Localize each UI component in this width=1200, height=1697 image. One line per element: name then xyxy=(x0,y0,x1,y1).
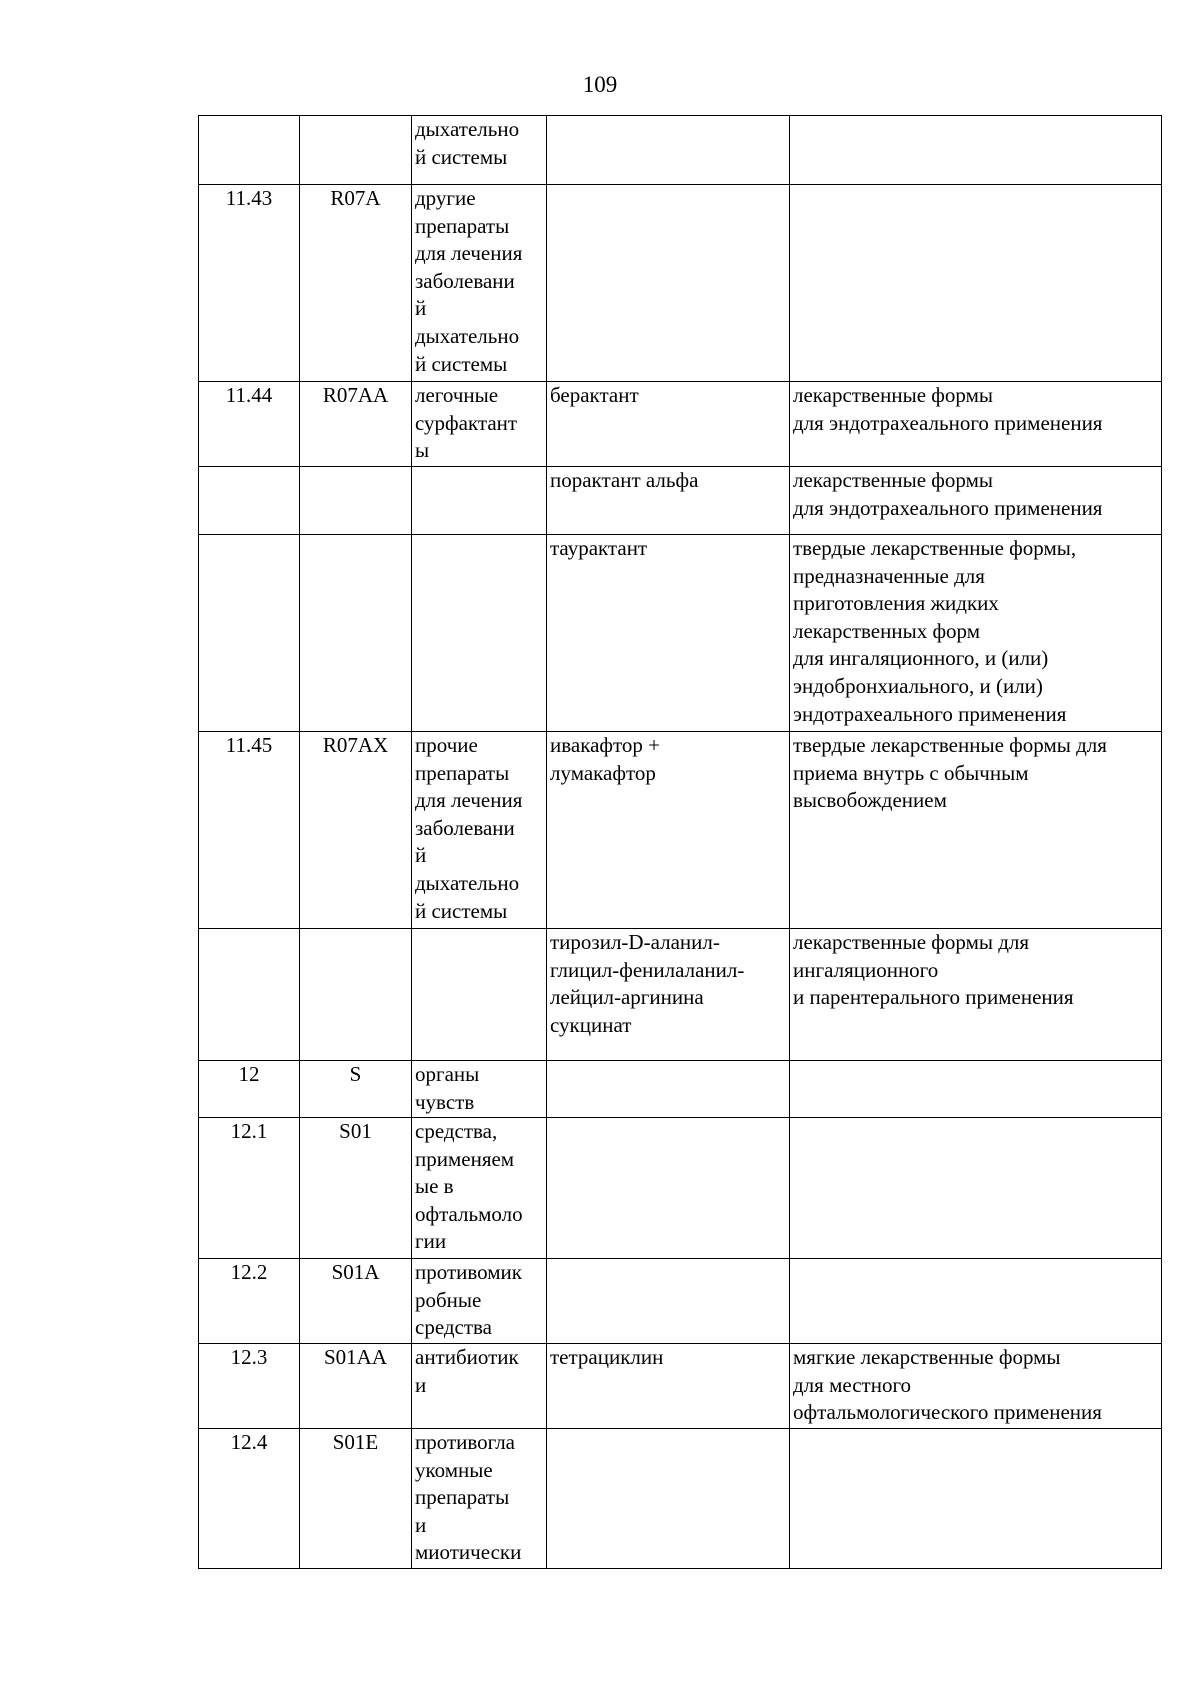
cell-drug xyxy=(547,116,790,185)
table-row xyxy=(199,1118,1162,1259)
cell-atc-code: S01E xyxy=(300,1429,412,1569)
cell-number: 11.43 xyxy=(199,185,300,382)
table-row xyxy=(199,1429,1162,1569)
cell-atc-code: R07AA xyxy=(300,382,412,467)
cell-group: органы чувств xyxy=(412,1061,547,1118)
table-row xyxy=(199,535,1162,732)
cell-dosage-form xyxy=(790,1118,1162,1259)
page-number: 109 xyxy=(582,72,618,97)
cell-drug: тирозил-D-аланил- глицил-фенилаланил- лейцил-аргинина сукцинат xyxy=(547,929,790,1061)
cell-dosage-form: мягкие лекарственные формы для местного офтальмологического применения xyxy=(790,1344,1162,1429)
cell-number: 11.44 xyxy=(199,382,300,467)
cell-drug xyxy=(547,185,790,382)
cell-dosage-form: лекарственные формы для эндотрахеального применения xyxy=(790,382,1162,467)
cell-group: противогла укомные препараты и миотически xyxy=(412,1429,547,1569)
cell-number: 12.1 xyxy=(199,1118,300,1259)
cell-dosage-form: лекарственные формы для ингаляционного и парентерального применения xyxy=(790,929,1162,1061)
cell-group: легочные сурфактант ы xyxy=(412,382,547,467)
table-row xyxy=(199,467,1162,535)
table-row xyxy=(199,382,1162,467)
table-row xyxy=(199,929,1162,1061)
cell-number: 12.3 xyxy=(199,1344,300,1429)
cell-atc-code xyxy=(300,467,412,535)
cell-group: прочие препараты для лечения заболевани й дыхательно й системы xyxy=(412,732,547,929)
medication-table xyxy=(198,115,1162,1569)
cell-atc-code: R07AX xyxy=(300,732,412,929)
cell-drug xyxy=(547,1118,790,1259)
cell-atc-code: R07A xyxy=(300,185,412,382)
table-row xyxy=(199,1344,1162,1429)
cell-dosage-form xyxy=(790,116,1162,185)
cell-drug: таурактант xyxy=(547,535,790,732)
cell-number xyxy=(199,467,300,535)
cell-group: средства, применяем ые в офтальмоло гии xyxy=(412,1118,547,1259)
cell-drug: тетрациклин xyxy=(547,1344,790,1429)
cell-dosage-form xyxy=(790,185,1162,382)
cell-atc-code xyxy=(300,116,412,185)
medication-table-body xyxy=(199,116,1162,1569)
cell-atc-code: S01A xyxy=(300,1259,412,1344)
cell-dosage-form: твердые лекарственные формы, предназначенные для приготовления жидких лекарственных форм для ингаляционного, и (или) эндобронхиального, и (или) эндотрахеального применения xyxy=(790,535,1162,732)
table-row xyxy=(199,116,1162,185)
cell-group xyxy=(412,467,547,535)
cell-atc-code xyxy=(300,535,412,732)
cell-drug: берактант xyxy=(547,382,790,467)
cell-group xyxy=(412,535,547,732)
cell-group: дыхательно й системы xyxy=(412,116,547,185)
table-row xyxy=(199,1061,1162,1118)
cell-group: другие препараты для лечения заболевани й дыхательно й системы xyxy=(412,185,547,382)
cell-atc-code: S01 xyxy=(300,1118,412,1259)
cell-number xyxy=(199,535,300,732)
cell-drug xyxy=(547,1429,790,1569)
cell-dosage-form: лекарственные формы для эндотрахеального применения xyxy=(790,467,1162,535)
cell-group xyxy=(412,929,547,1061)
cell-drug xyxy=(547,1061,790,1118)
cell-number xyxy=(199,929,300,1061)
cell-group: антибиотик и xyxy=(412,1344,547,1429)
cell-atc-code xyxy=(300,929,412,1061)
cell-drug xyxy=(547,1259,790,1344)
cell-number: 12 xyxy=(199,1061,300,1118)
cell-drug: порактант альфа xyxy=(547,467,790,535)
table-row xyxy=(199,185,1162,382)
cell-dosage-form xyxy=(790,1061,1162,1118)
cell-dosage-form: твердые лекарственные формы для приема внутрь с обычным высвобождением xyxy=(790,732,1162,929)
cell-dosage-form xyxy=(790,1429,1162,1569)
cell-group: противомик робные средства xyxy=(412,1259,547,1344)
cell-number: 12.2 xyxy=(199,1259,300,1344)
cell-number xyxy=(199,116,300,185)
cell-atc-code: S01AA xyxy=(300,1344,412,1429)
cell-dosage-form xyxy=(790,1259,1162,1344)
cell-number: 11.45 xyxy=(199,732,300,929)
table-row xyxy=(199,1259,1162,1344)
cell-drug: ивакафтор + лумакафтор xyxy=(547,732,790,929)
cell-atc-code: S xyxy=(300,1061,412,1118)
table-row xyxy=(199,732,1162,929)
cell-number: 12.4 xyxy=(199,1429,300,1569)
